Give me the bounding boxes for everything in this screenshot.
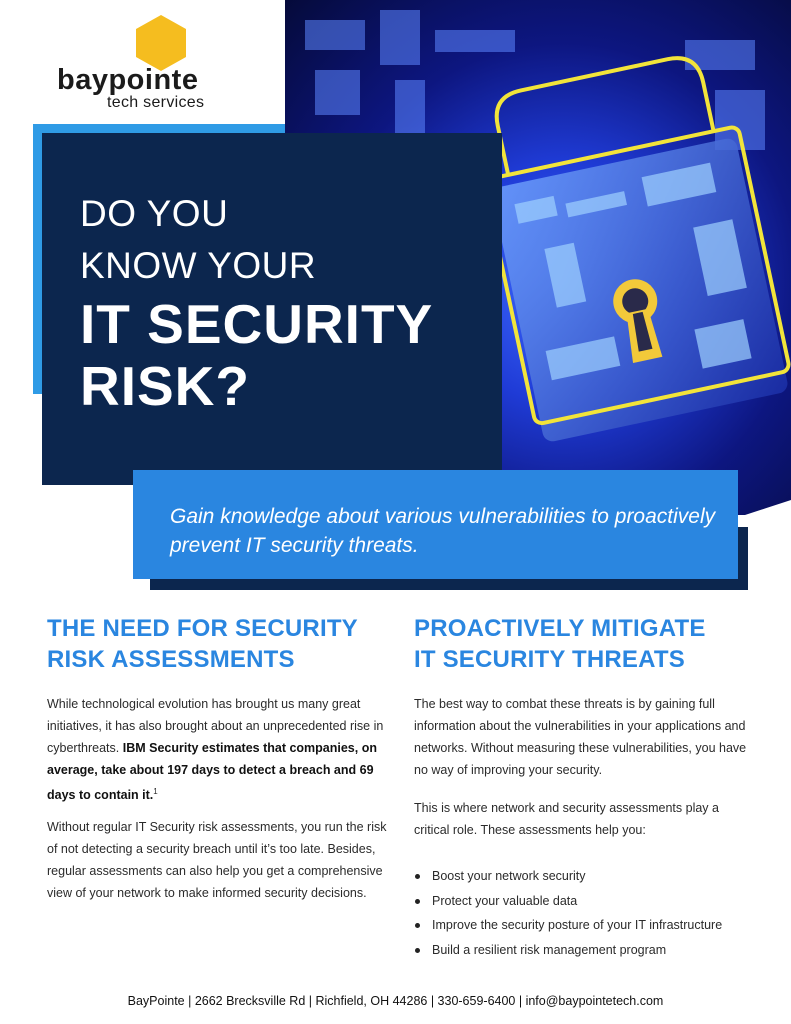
left-paragraph-1-text: While technological evolution has brought us many great initiatives, it has also brought about an unprecedented rise in cyberthreats. bbox=[47, 697, 384, 755]
right-paragraph-2: This is where network and security assessments play a critical role. These assessments help you: bbox=[414, 801, 719, 837]
list-item: Build a resilient risk management program bbox=[414, 938, 722, 963]
brand-logo bbox=[0, 0, 285, 128]
left-heading-line-2: RISK ASSESSMENTS bbox=[47, 646, 295, 673]
left-heading-line-1: THE NEED FOR SECURITY bbox=[47, 615, 358, 642]
list-item: Protect your valuable data bbox=[414, 889, 722, 914]
left-heading bbox=[47, 613, 358, 675]
title-line-3: IT SECURITY bbox=[80, 293, 434, 355]
left-paragraph-2: Without regular IT Security risk assessments, you run the risk of not detecting a security breach until it’s too late. Besides, regular assessments can also help you get a comprehensive view of your network to make informed security decisions. bbox=[47, 820, 387, 900]
list-item: Improve the security posture of your IT infrastructure bbox=[414, 913, 722, 938]
title-line-1: DO YOU bbox=[80, 193, 229, 234]
right-heading bbox=[414, 613, 706, 675]
list-item: Boost your network security bbox=[414, 864, 722, 889]
right-heading-line-2: IT SECURITY THREATS bbox=[414, 646, 685, 673]
footnote-marker: 1 bbox=[153, 787, 158, 796]
hexagon-logo-icon bbox=[136, 15, 186, 71]
title-line-4: RISK? bbox=[80, 355, 250, 417]
title-line-2: KNOW YOUR bbox=[80, 245, 317, 286]
brand-tagline: tech services bbox=[107, 94, 205, 111]
left-paragraph-1-bold: IBM Security estimates that companies, on average, take about 197 days to detect a breach and 69 days to contain it. bbox=[47, 741, 377, 803]
right-heading-line-1: PROACTIVELY MITIGATE bbox=[414, 615, 706, 642]
banner-text: Gain knowledge about various vulnerabilities to proactively prevent IT security threats. bbox=[170, 505, 716, 557]
title-big bbox=[80, 293, 433, 417]
assessment-benefits-list bbox=[414, 864, 722, 962]
right-paragraph-1: The best way to combat these threats is by gaining full information about the vulnerabilities in your applications and networks. Without measuring these vulnerabilities, you have no way of improving your security. bbox=[414, 697, 747, 777]
brand-name: baypointe bbox=[57, 64, 199, 96]
footer-contact: BayPointe | 2662 Brecksville Rd | Richfield, OH 44286 | 330-659-6400 | info@baypointetech.com bbox=[127, 994, 664, 1008]
left-paragraph-1 bbox=[47, 693, 395, 806]
title-small bbox=[80, 188, 316, 292]
